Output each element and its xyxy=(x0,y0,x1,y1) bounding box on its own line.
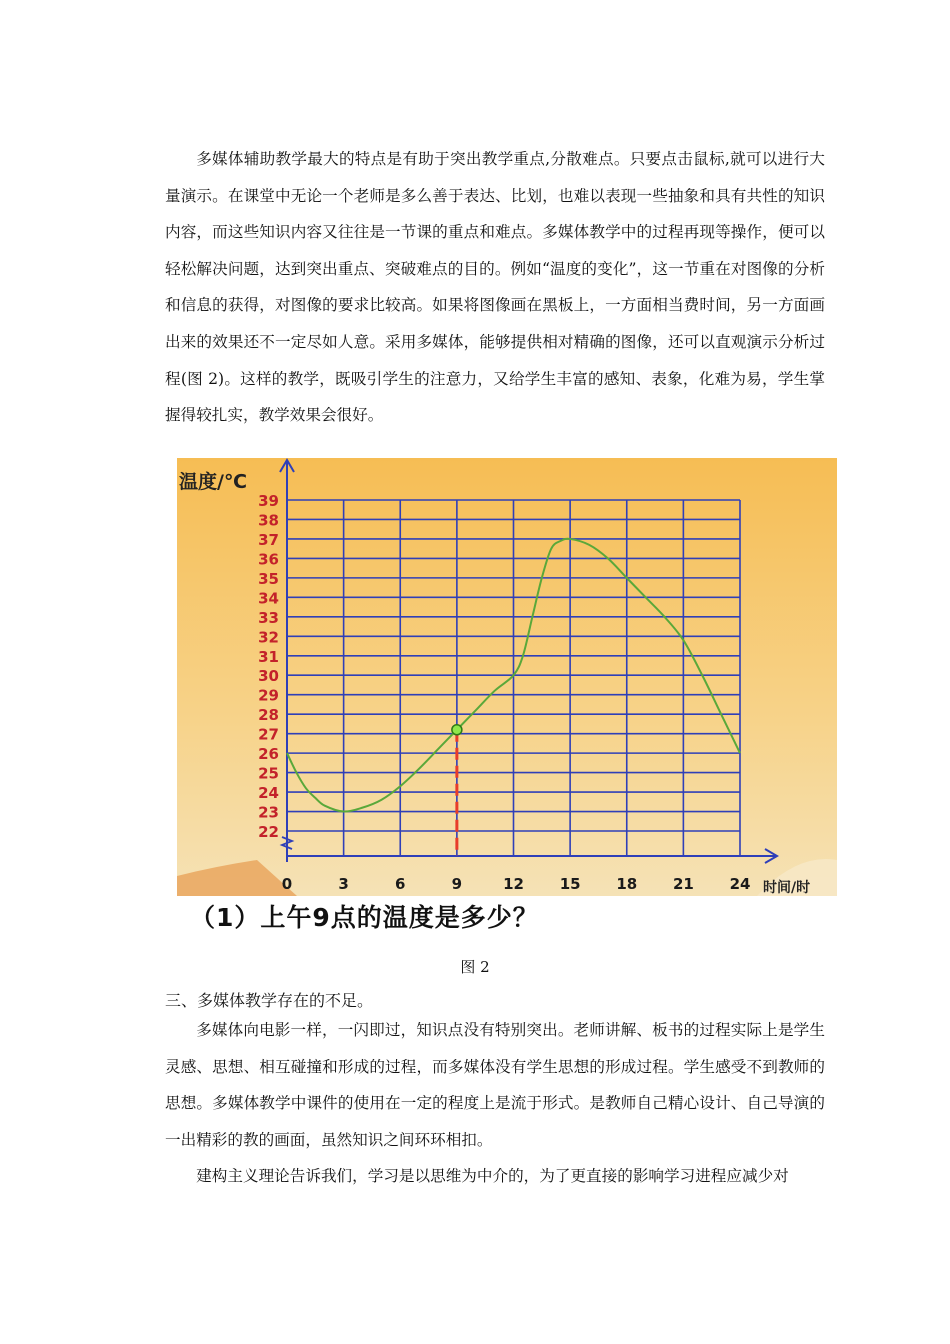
y-tick-label: 33 xyxy=(258,608,279,627)
y-tick-label: 36 xyxy=(258,550,279,569)
y-tick-label: 31 xyxy=(258,647,279,666)
y-tick-label: 27 xyxy=(258,725,279,744)
y-tick-label: 34 xyxy=(258,589,279,608)
figure-question: （1）上午9点的温度是多少？ xyxy=(190,903,539,932)
x-tick-label: 9 xyxy=(451,875,463,893)
y-tick-label: 22 xyxy=(258,823,279,841)
temperature-chart xyxy=(177,458,837,896)
x-tick-label: 0 xyxy=(281,875,293,893)
y-tick-labels xyxy=(258,492,279,841)
y-tick-label: 37 xyxy=(258,530,279,549)
x-tick-label: 15 xyxy=(559,875,581,893)
body-paragraph: 多媒体向电影一样，一闪即过，知识点没有特别突出。老师讲解、板书的过程实际上是学生灵感、思想、相互碰撞和形成的过程，而多媒体没有学生思想的形成过程。学生感受不到教师的思想。多媒体教学中课件的使用在一定的程度上是流于形式。是教师自己精心设计、自己导演的一出精彩的教的画面，虽然知识之间环环相扣。 xyxy=(165,1021,825,1149)
section-heading: 三、多媒体教学存在的不足。 xyxy=(165,991,374,1010)
x-tick-label: 18 xyxy=(616,875,638,893)
figure-caption: 图 2 xyxy=(460,958,490,976)
x-tick-label: 12 xyxy=(503,875,524,893)
x-tick-label: 24 xyxy=(729,875,751,893)
y-tick-label: 32 xyxy=(258,628,279,647)
y-axis-label: 温度/℃ xyxy=(179,471,247,493)
y-tick-label: 35 xyxy=(258,569,279,588)
intro-paragraph: 多媒体辅助教学最大的特点是有助于突出教学重点,分散难点。只要点击鼠标,就可以进行大量演示。在课堂中无论一个老师是多么善于表达、比划，也难以表现一些抽象和具有共性的知识内容，而这些知识内容又往往是一节课的重点和难点。多媒体教学中的过程再现等操作，便可以轻松解决问题，达到突出重点、突破难点的目的。例如“温度的变化”，这一节重在对图像的分析和信息的获得，对图像的要求比较高。如果将图像画在黑板上，一方面相当费时间，另一方面画出来的效果还不一定尽如人意。采用多媒体，能够提供相对精确的图像，还可以直观演示分析过程(图 2)。这样的教学，既吸引学生的注意力，又给学生丰富的感知、表象，化难为易，学生掌握得较扎实，教学效果会很好。 xyxy=(165,150,825,425)
y-tick-label: 39 xyxy=(258,492,279,510)
x-tick-label: 21 xyxy=(672,875,694,893)
y-tick-label: 30 xyxy=(258,667,279,686)
y-tick-label: 29 xyxy=(258,686,279,705)
y-tick-label: 28 xyxy=(258,706,279,725)
y-tick-label: 38 xyxy=(258,511,279,530)
y-tick-label: 23 xyxy=(258,803,279,822)
body-paragraph-continued: 建构主义理论告诉我们，学习是以思维为中介的，为了更直接的影响学习进程应减少对 xyxy=(196,1167,789,1185)
highlight-point xyxy=(452,725,462,735)
x-tick-label: 6 xyxy=(395,875,406,893)
y-tick-label: 25 xyxy=(258,764,279,783)
y-tick-label: 26 xyxy=(258,745,279,764)
x-tick-label: 3 xyxy=(338,875,349,893)
y-tick-label: 24 xyxy=(258,784,279,803)
x-axis-label: 时间/时 xyxy=(763,880,811,896)
